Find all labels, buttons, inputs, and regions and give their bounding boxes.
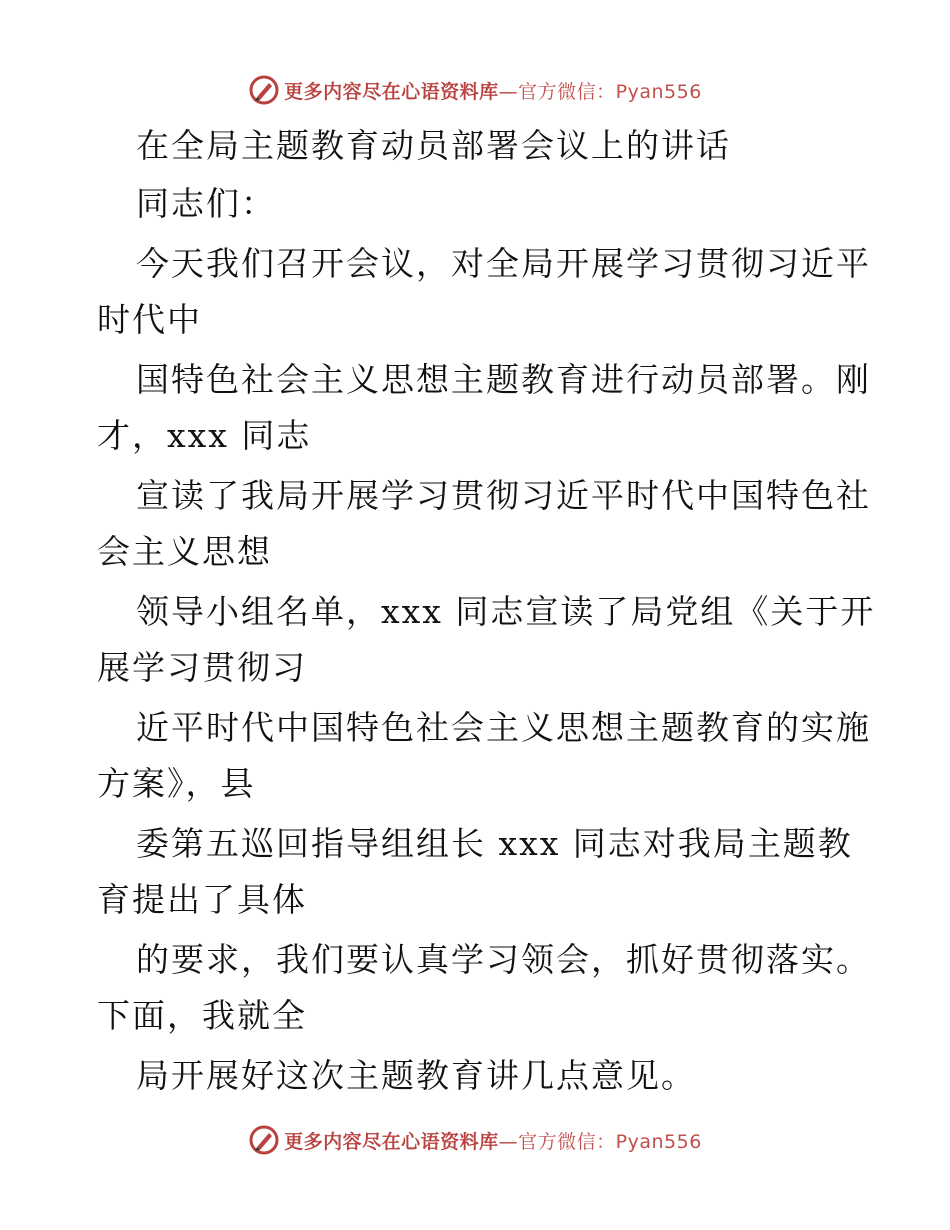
paragraph-line: 领导小组名单，xxx 同志宣读了局党组《关于开 <box>136 592 876 631</box>
footer-watermark-text <box>284 1127 702 1154</box>
salutation: 同志们： <box>136 184 276 223</box>
pen-logo-icon <box>248 1124 280 1156</box>
watermark-suffix: 官方微信：Pyan556 <box>518 1130 702 1153</box>
paragraph-line: 局开展好这次主题教育讲几点意见。 <box>136 1056 696 1095</box>
paragraph-line: 近平时代中国特色社会主义思想主题教育的实施 <box>136 708 871 747</box>
paragraph-line: 方案》，县 <box>97 764 256 803</box>
header-watermark-text <box>284 77 702 104</box>
pen-logo-icon <box>248 74 280 106</box>
paragraph-line: 才，xxx 同志 <box>97 416 312 455</box>
watermark-main-text: 更多内容尽在心语资料库 <box>284 80 499 103</box>
paragraph-line: 委第五巡回指导组组长 xxx 同志对我局主题教 <box>136 824 853 863</box>
paragraph-line: 宣读了我局开展学习贯彻习近平时代中国特色社 <box>136 476 871 515</box>
paragraph-line: 时代中 <box>97 300 202 339</box>
document-title: 在全局主题教育动员部署会议上的讲话 <box>136 126 731 165</box>
watermark-dash: — <box>498 1130 519 1153</box>
header-watermark-banner <box>0 70 950 110</box>
watermark-suffix: 官方微信：Pyan556 <box>518 80 702 103</box>
paragraph-line: 下面，我就全 <box>97 996 307 1035</box>
watermark-dash: — <box>498 80 519 103</box>
paragraph-line: 会主义思想 <box>97 532 272 571</box>
paragraph-line: 今天我们召开会议，对全局开展学习贯彻习近平 <box>136 244 871 283</box>
paragraph-line: 国特色社会主义思想主题教育进行动员部署。刚 <box>136 360 871 399</box>
paragraph-line: 的要求，我们要认真学习领会，抓好贯彻落实。 <box>136 940 871 979</box>
paragraph-line: 展学习贯彻习 <box>97 648 307 687</box>
watermark-main-text: 更多内容尽在心语资料库 <box>284 1130 499 1153</box>
footer-watermark-banner <box>0 1120 950 1160</box>
paragraph-line: 育提出了具体 <box>97 880 307 919</box>
